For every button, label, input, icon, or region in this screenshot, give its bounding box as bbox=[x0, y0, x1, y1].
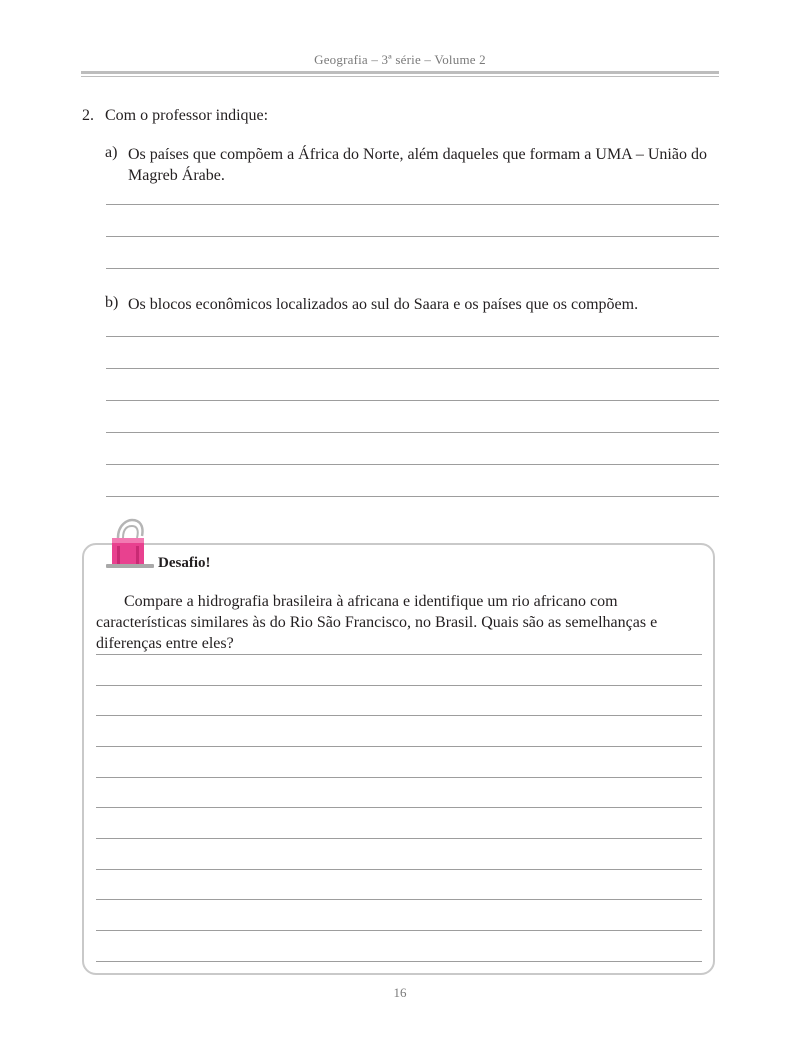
answer-line[interactable] bbox=[96, 961, 702, 962]
answer-line[interactable] bbox=[96, 899, 702, 900]
answer-line[interactable] bbox=[96, 807, 702, 808]
answer-line[interactable] bbox=[96, 685, 702, 686]
question-prompt: Com o professor indique: bbox=[105, 107, 269, 124]
answer-line[interactable] bbox=[96, 654, 702, 655]
answer-line[interactable] bbox=[96, 777, 702, 778]
item-a-text: Os países que compõem a África do Norte, além daqueles que formam a UMA – União do Magreb Árabe. bbox=[128, 146, 707, 184]
answer-line[interactable] bbox=[96, 746, 702, 747]
header-title: Geografia – 3ª série – Volume 2 bbox=[314, 52, 486, 67]
desafio-text: Compare a hidrografia brasileira à africana e identifique um rio africano com características similares às do Rio São Francisco, no Brasil. Quais são as semelhanças e diferenças entre eles? bbox=[96, 593, 658, 652]
item-a-letter: a) bbox=[105, 144, 118, 161]
item-b-text: Os blocos econômicos localizados ao sul do Saara e os países que os compõem. bbox=[128, 296, 639, 313]
question-number: 2. bbox=[82, 107, 94, 124]
answer-line[interactable] bbox=[106, 368, 719, 369]
answer-line[interactable] bbox=[106, 204, 719, 205]
answer-line[interactable] bbox=[96, 930, 702, 931]
answer-line[interactable] bbox=[106, 336, 719, 337]
answer-line[interactable] bbox=[106, 432, 719, 433]
answer-line[interactable] bbox=[96, 715, 702, 716]
answer-line[interactable] bbox=[106, 268, 719, 269]
answer-line[interactable] bbox=[96, 869, 702, 870]
answer-line[interactable] bbox=[106, 400, 719, 401]
paper-clip-icon bbox=[106, 518, 154, 572]
answer-line[interactable] bbox=[106, 496, 719, 497]
header-rule bbox=[81, 71, 719, 78]
answer-line[interactable] bbox=[96, 838, 702, 839]
answer-line[interactable] bbox=[106, 236, 719, 237]
item-b-letter: b) bbox=[105, 294, 119, 311]
desafio-title: Desafio! bbox=[158, 555, 211, 571]
answer-line[interactable] bbox=[106, 464, 719, 465]
page-number: 16 bbox=[393, 985, 407, 1000]
